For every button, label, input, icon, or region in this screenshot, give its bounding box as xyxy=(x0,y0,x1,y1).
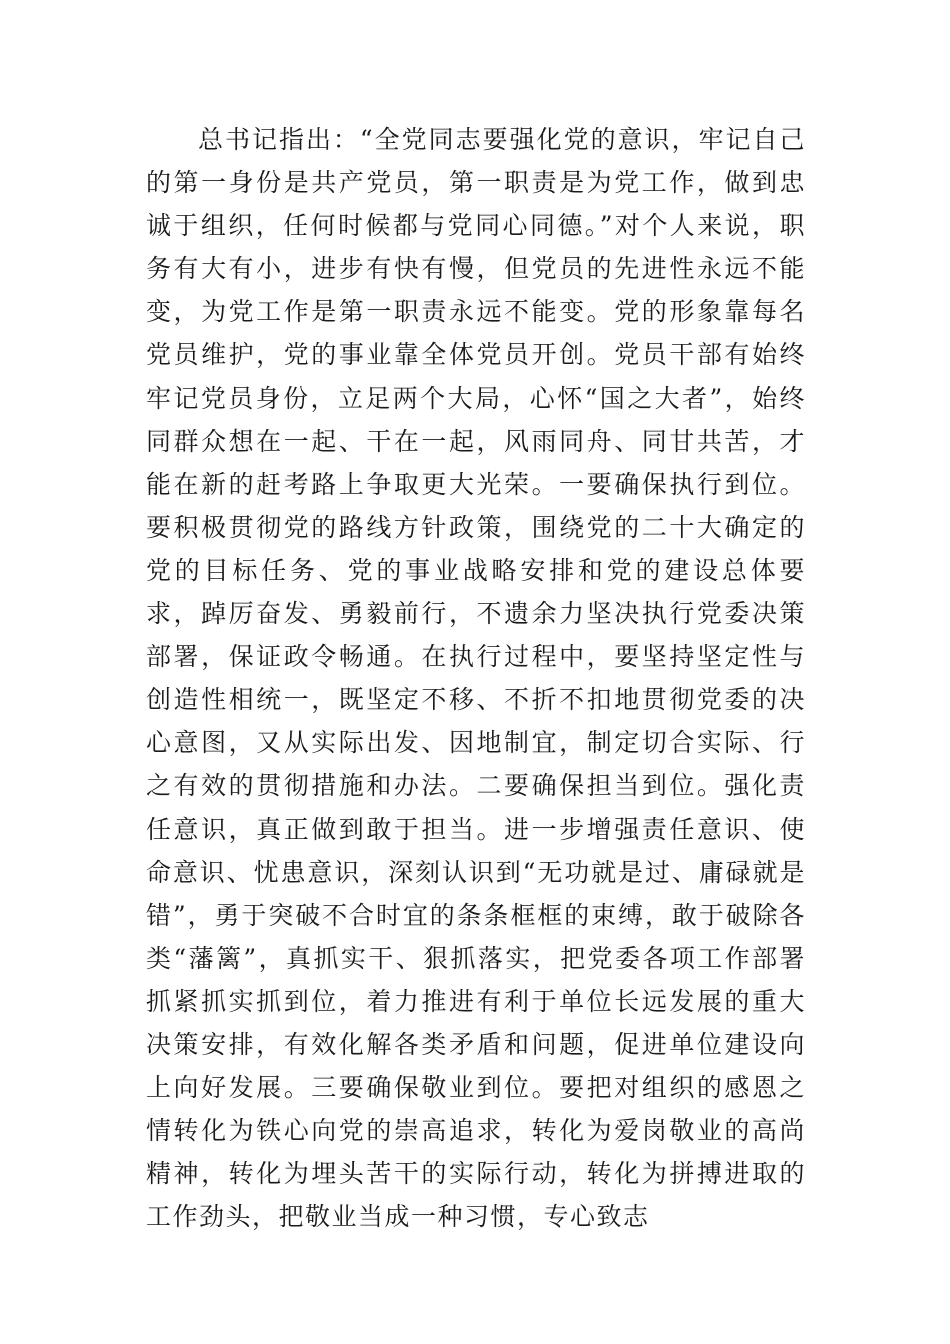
body-paragraph: 总书记指出：“全党同志要强化党的意识，牢记自己的第一身份是共产党员，第一职责是为党工作，做到忠诚于组织，任何时候都与党同心同德。”对个人来说，职务有大有小，进步有快有慢，但党员的先进性永远不能变，为党工作是第一职责永远不能变。党的形象靠每名党员维护，党的事业靠全体党员开创。党员干部有始终牢记党员身份，立足两个大局，心怀“国之大者”，始终同群众想在一起、干在一起，风雨同舟、同甘共苦，才能在新的赶考路上争取更大光荣。一要确保执行到位。要积极贯彻党的路线方针政策，围绕党的二十大确定的党的目标任务、党的事业战略安排和党的建设总体要求，踔厉奋发、勇毅前行，不遗余力坚决执行党委决策部署，保证政令畅通。在执行过程中，要坚持坚定性与创造性相统一，既坚定不移、不折不扣地贯彻党委的决心意图，又从实际出发、因地制宜，制定切合实际、行之有效的贯彻措施和办法。二要确保担当到位。强化责任意识，真正做到敢于担当。进一步增强责任意识、使命意识、忧患意识，深刻认识到“无功就是过、庸碌就是错”，勇于突破不合时宜的条条框框的束缚，敢于破除各类“藩篱”，真抓实干、狠抓落实，把党委各项工作部署抓紧抓实抓到位，着力推进有利于单位长远发展的重大决策安排，有效化解各类矛盾和问题，促进单位建设向上向好发展。三要确保敬业到位。要把对组织的感恩之情转化为铁心向党的崇高追求，转化为爱岗敬业的高尚精神，转化为埋头苦干的实际行动，转化为拼搏进取的工作劲头，把敬业当成一种习惯，专心致志 xyxy=(146,125,806,1232)
